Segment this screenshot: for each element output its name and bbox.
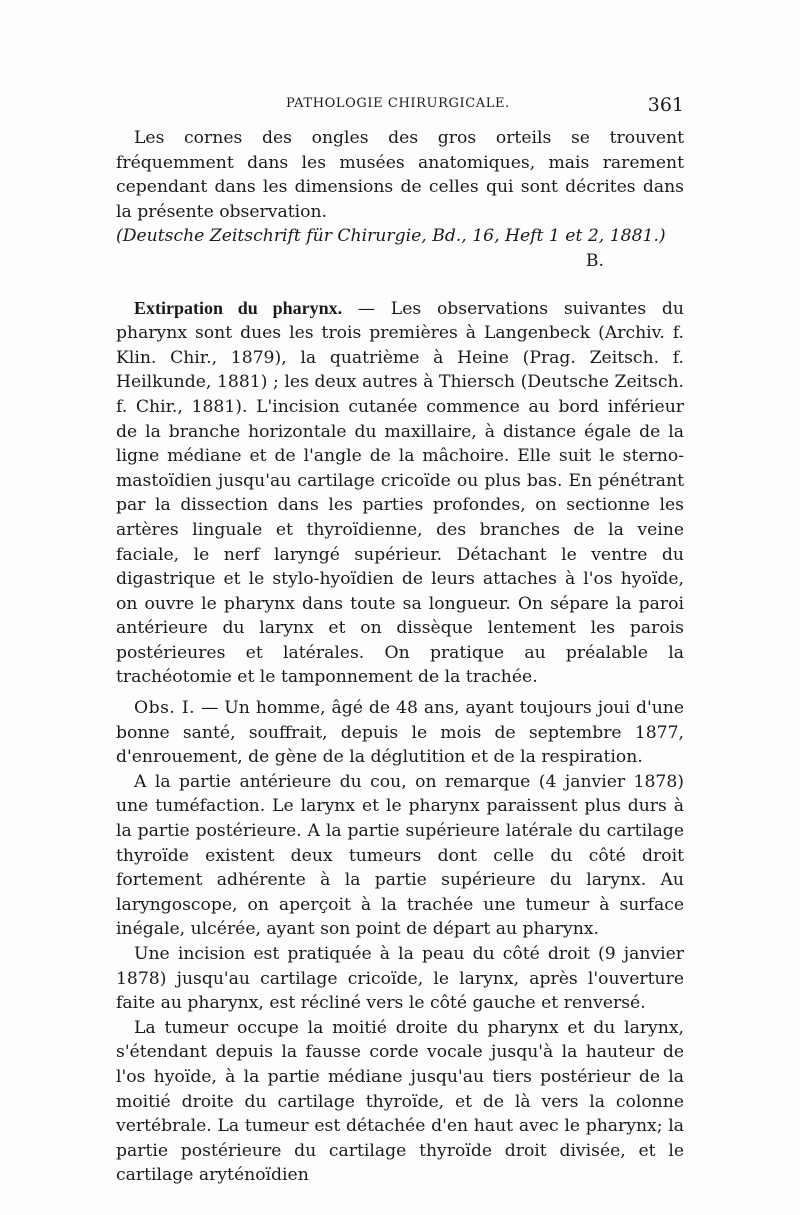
section-heading: Extirpation du pharynx. bbox=[134, 297, 343, 318]
page-number: 361 bbox=[647, 94, 684, 116]
observation-label: Obs. I. bbox=[134, 698, 196, 719]
paragraph-pharynx-extirpation bbox=[116, 296, 684, 691]
running-title: PATHOLOGIE CHIRURGICALE. bbox=[286, 96, 510, 111]
paragraph-incision: Une incision est pratiquée à la peau du côté droit (9 janvier 1878) jusqu'au cartilage cricoïde, le larynx, après l'ouverture faite au pharynx, est récliné vers le côté gauche et renversé. bbox=[116, 944, 684, 1014]
section-text: — Les observations suivantes du pharynx sont dues les trois premières à Langenbeck (Archiv. f. Klin. Chir., 1879), la quatrième à Heine (Prag. Zeitsch. f. Heilkunde, 1881) ; les deux autres à Thiersch (Deutsche Zeitsch. f. Chir., 1881). L'incision cutanée commence au bord inférieur de la branche horizontale du maxillaire, à distance égale de la ligne médiane et de l'angle de la mâchoire. Elle suit le sterno-mastoïdien jusqu'au cartilage cricoïde ou plus bas. En pénétrant par la dissection dans les parties profondes, on sectionne les artères linguale et thyroïdienne, des branches de la veine faciale, le nerf laryngé supérieur. Détachant le ventre du digastrique et le stylo-hyoïdien de leurs attaches à l'os hyoïde, on ouvre le pharynx dans toute sa longueur. On sépare la paroi antérieure du larynx et on dissèque lentement les parois postérieures et latérales. On pratique au préalable la trachéotomie et le tamponnement de la trachée. bbox=[116, 298, 684, 688]
citation: (Deutsche Zeitschrift für Chirurgie, Bd., 16, Heft 1 et 2, 1881.) bbox=[116, 226, 666, 247]
running-head bbox=[116, 94, 684, 120]
body-text bbox=[116, 126, 684, 1188]
paragraph-examination: A la partie antérieure du cou, on remarque (4 janvier 1878) une tuméfaction. Le larynx et le pharynx paraissent plus durs à la partie postérieure. A la partie supérieure latérale du cartilage thyroïde existent deux tumeurs dont celle du côté droit fortement adhérente à la partie supérieure du larynx. Au laryngoscope, on aperçoit à la trachée une tumeur à surface inégale, ulcérée, ayant son point de départ au pharynx. bbox=[116, 771, 684, 940]
paragraph-tumour: La tumeur occupe la moitié droite du pharynx et du larynx, s'étendant depuis la fausse corde vocale jusqu'à la hauteur de l'os hyoïde, à la partie médiane jusqu'au tiers postérieur de la moitié droite du cartilage thyroïde, et de là vers la colonne vertébrale. La tumeur est détachée d'en haut avec le pharynx; la partie postérieure du cartilage thyroïde droit divisée, et le cartilage aryténoïdien bbox=[116, 1017, 684, 1186]
observation-text: — Un homme, âgé de 48 ans, ayant toujours joui d'une bonne santé, souffrait, depuis le mois de septembre 1877, d'enrouement, de gène de la déglutition et de la respiration. bbox=[116, 698, 685, 768]
paragraph-observation-1 bbox=[116, 696, 684, 770]
paragraph-horn-nails: Les cornes des ongles des gros orteils se trouvent fréquemment dans les musées anatomiques, mais rarement cependant dans les dimensions de celles qui sont décrites dans la présente observation. bbox=[116, 128, 684, 222]
author-signature: B. bbox=[585, 250, 604, 271]
